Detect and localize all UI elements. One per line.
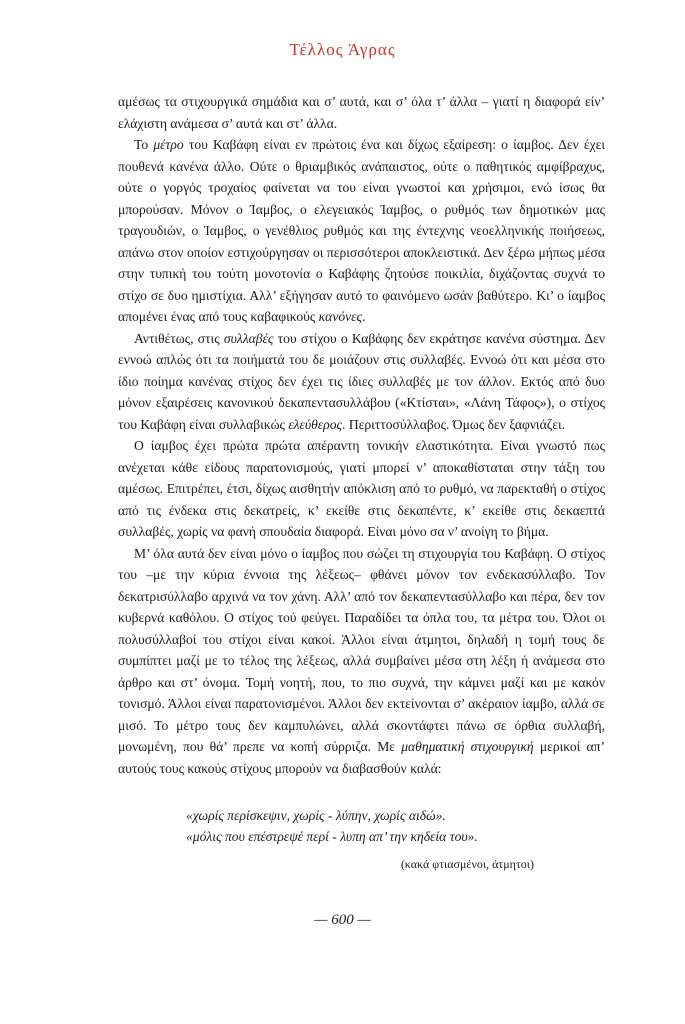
text-run: Αντιθέτως, στις [134,330,224,346]
text-run: Το [134,137,154,152]
text-run: μερικοί απ’ αυτούς τους κακούς στίχους μπορούν να διαβασθούν καλά: [118,739,605,776]
page-number: — 600 — [314,912,371,928]
italic-phrase: μέτρο [153,137,184,152]
text-run: του Καβάφη είναι εν πρώτοις ένα και δίχως εξαίρεση: ο ίαμβος. Δεν έχει πουθενά κανένα άλλο. Ούτε ο θριαμβικός ανάπαιστος, ούτε ο παθητικός αμφίβραχυς, ούτε ο γοργός τροχαίος φαίνεται να του είναι γνωστοί και χρήσιμοι, ενώ ίσως θα μπορούσαν. Μόνον ο Ίαμβος, ο ελεγειακός Ίαμβος, ο ρυθμός των δημοτικών μας τραγουδιών, ο Ίαμβος, ο γενέθλιος ρυθμός και της έντεχνης νεοελληνικής ποιήσεως, απάνω στον οποίον εστιχούργησαν οι περισσότεροι αποκλειστικά. Δεν ξέρω μήπως μέσα στην τυπική του τούτη μονοτονία ο Καβάφης ζητούσε ποικιλία, διχάζοντας συχνά το στίχο σε δυο ημιστίχια. Αλλ’ εξήγησαν αυτό το φαινόμενο ωσάν βαθύτερο. Κι’ ο ίαμβος απομένει ένας από τους καβαφικούς [118,137,605,324]
text-run: Ο ίαμβος έχει πρώτα πρώτα απέραντη τονικήν ελαστικότητα. Είναι γνωστό πως ανέχεται κάθε είδους παρατονισμούς, γιατί μπορεί ν’ αποκαθίσταται στην τάξη του αμέσως. Επιτρέπει, έτσι, δίχως αισθητήν απόκλιση από το ρυθμό, να παρεκταθή ο στίχος από τις ένδεκα στις δεκατρείς, κ’ εκείθε στις δεκαπέντε, κ’ εκείθε στις δεκαεπτά συλλαβές, χωρίς να φανή σπουδαία διαφορά. Είναι μόνο σα ν’ ανοίγη το βήμα. [118,438,605,539]
verse-quotes [186,805,566,847]
italic-phrase: μαθηματική στιχουργική [401,739,534,754]
verse-quote: «χωρίς περίσκεψιν, χωρίς - λύπην, χωρίς αιδώ». [186,808,446,823]
text-run: Μ’ όλα αυτά δεν είναι μόνο ο ίαμβος που σώζει τη στιχουργία του Καβάφη. Ο στίχος του –με την κύρια έννοια της λέξεως– φθάνει μόνον τον ενδεκασύλλαβο. Τον δεκατρισύλλαβο αρχινά να τον χάνη. Αλλ’ από τον δεκαπεντασύλλαβο και πέρα, δεν τον κυβερνά καθόλου. Ο στίχος τού φεύγει. Παραδίδει τα όπλα του, τα μέτρα του. Όλοι οι πολυσύλλαβοί του στίχοι είναι κακοί. Άλλοι είναι άτμητοι, δηλαδή η τομή τους δε συμπίπτει μαζί με το τέλος της λέξεως, αλλά συμβαίνει μέσα στη λέξη ή ανάμεσα στο άρθρο και στ’ όνομα. Τομή νοητή, που, το πιο συχνά, την κάμνει μαζί και με κακόν τονισμό. Άλλοι είναι παρατονισμένοι. Άλλοι δεν εκτείνονται σ’ ακέραιον ίαμβο, αλλά σε μισό. Το μέτρο τους δεν καμπυλώνει, αλλά σκοντάφτει πάνω σε όρθια συλλαβή, μονωμένη, που θά’ πρεπε να κοπή σύρριζα. Με [118,545,605,754]
body-text [118,91,605,779]
paragraph [118,435,605,543]
paragraph [118,91,605,134]
text-run: . Περιττοσύλλαβος. Όμως δεν ξαφνιάζει. [342,416,566,432]
paragraph [118,328,605,436]
quote-note: (κακά φτιασμένοι, άτμητοι) [400,857,534,871]
italic-phrase: κανόνες [318,309,363,324]
paragraph [118,543,605,780]
paragraph [118,134,605,328]
verse-quote: «μόλις που επέστρεψέ περί - λυπη απ’ την κηδεία του». [186,829,478,844]
running-title: Τέλλος Άγρας [289,40,396,59]
text-run: . [362,309,366,324]
italic-phrase: ελεύθερος [288,416,343,432]
italic-phrase: συλλαβές [223,330,274,346]
text-run: αμέσως τα στιχουργικά σημάδια και σ’ αυτά, και σ’ όλα τ’ άλλα – γιατί η διαφορά είν’ ελάχιστη ανάμεσα σ’ αυτά και στ’ άλλα. [118,94,605,131]
text-run: του στίχου ο Καβάφης δεν εκράτησε κανένα σύστημα. Δεν εννοώ απλώς ότι τα ποιήματά του δε μοιάζουν στις συλλαβές. Εννοώ ότι και μέσα στο ίδιο ποίημα κανένας στίχος δεν έχει τις ίδιες συλλαβές με τον άλλον. Εκτός από δυο μόνον εξαιρέσεις κανονικού δεκαπεντασυλλάβου («Κτίσται», «Λάνη Τάφος»), ο στίχος του Καβάφη είναι συλλαβικώς [118,330,605,432]
